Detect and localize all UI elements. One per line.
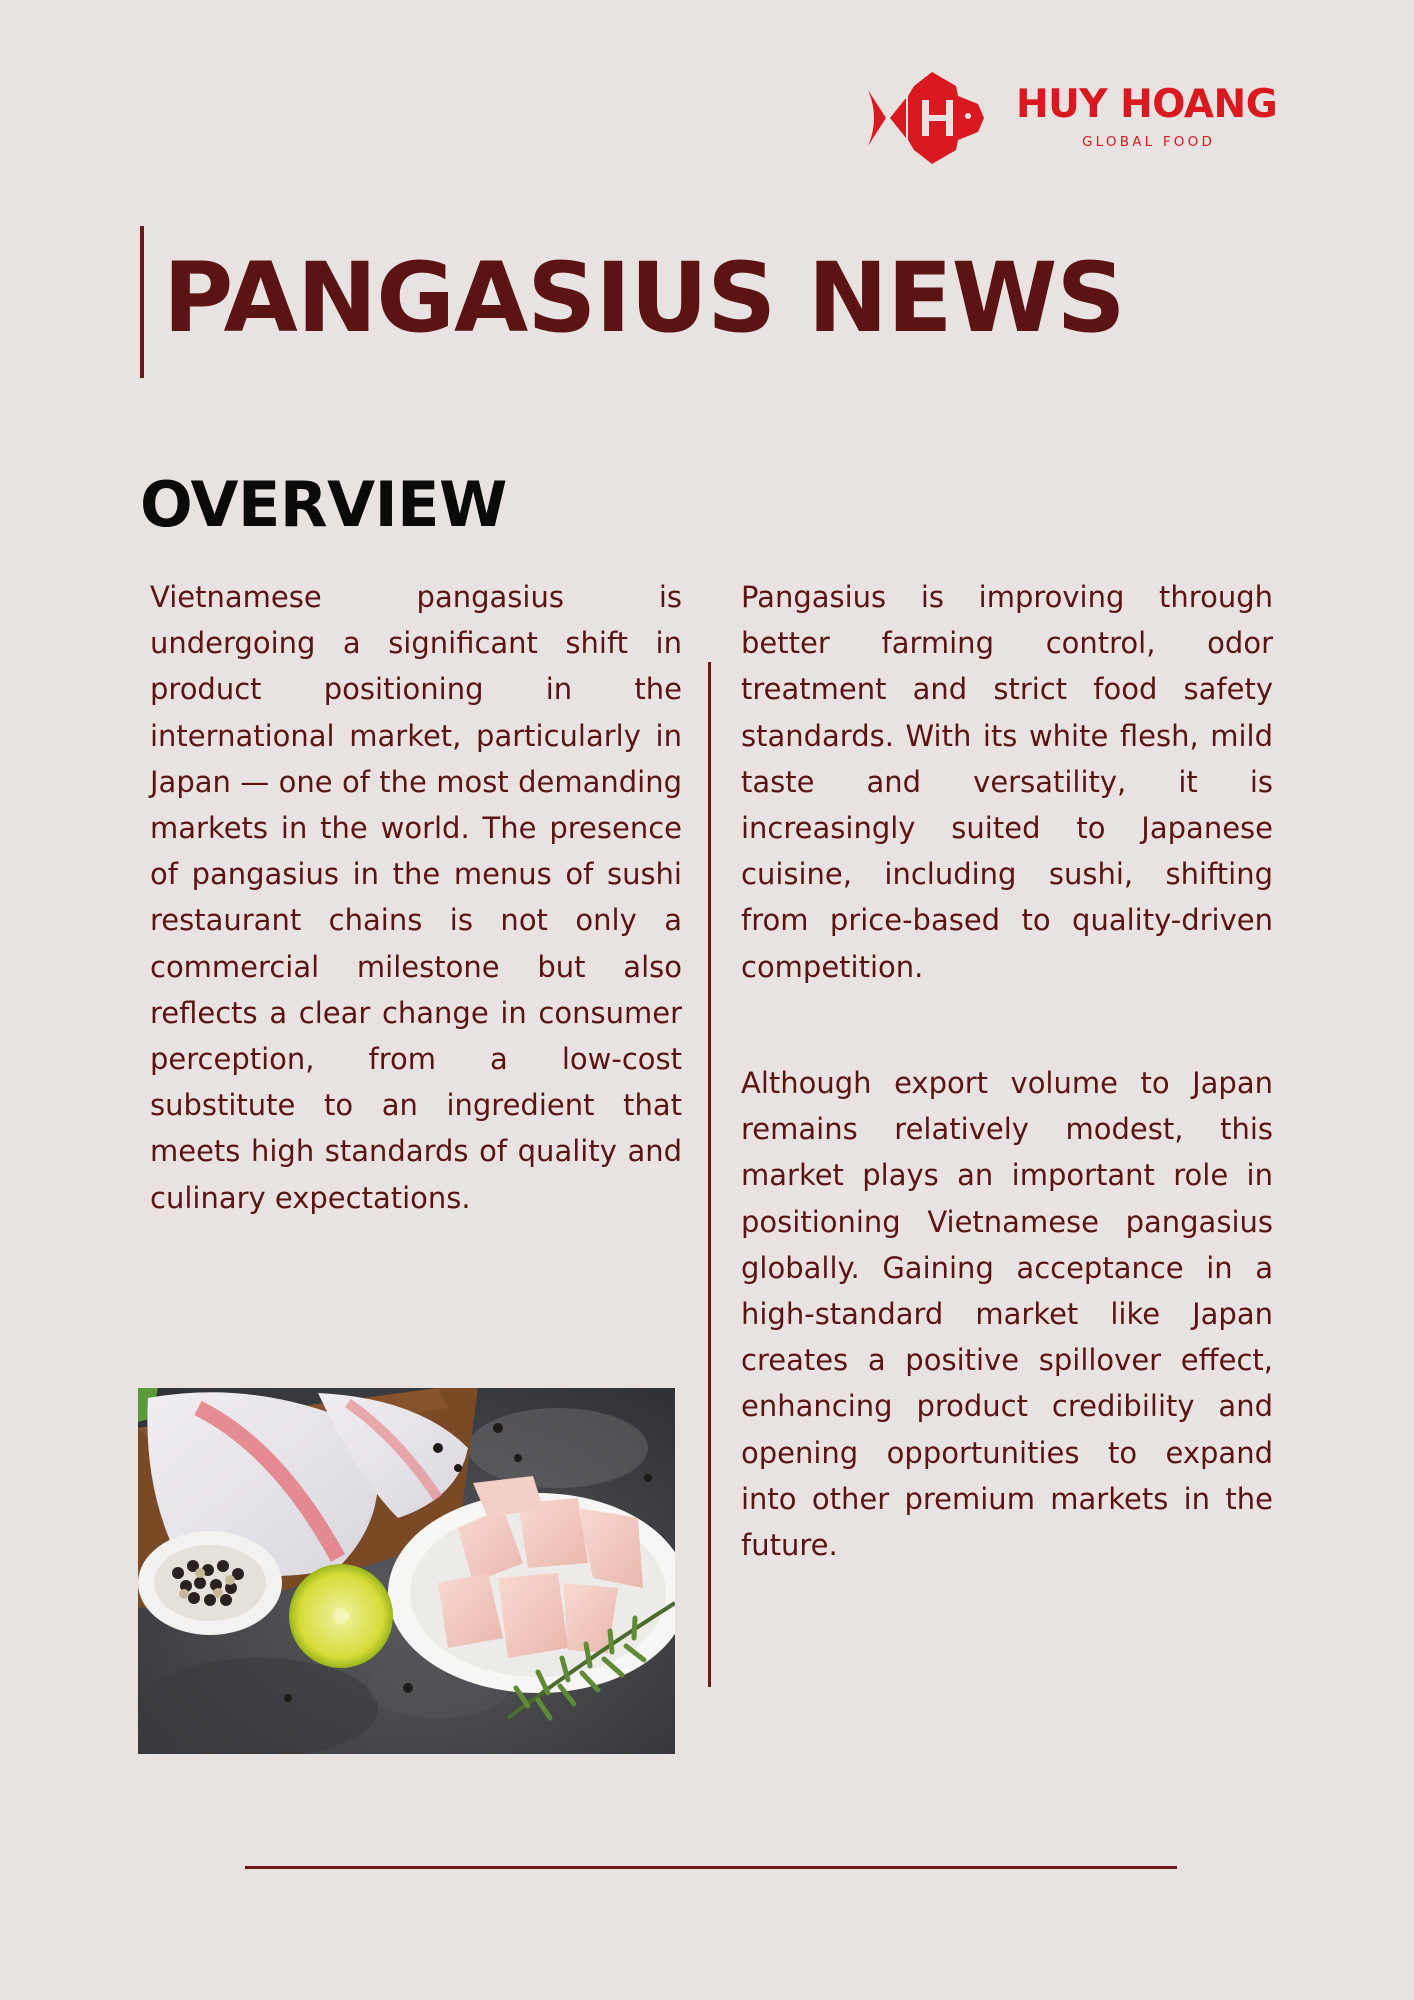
brand-tagline: GLOBAL FOOD: [1082, 134, 1216, 150]
footer-divider: [245, 1866, 1177, 1869]
right-column-paragraph-1: Pangasius is improving through better farming control, odor treatment and strict food safety standards. With its white flesh, mild taste and versatility, it is increasingly suited to Japanese cuisine, including sushi, shifting from price-based to quality-driven competition.: [741, 580, 1273, 984]
right-column-paragraph-2: Although export volume to Japan remains relatively modest, this market plays an important role in positioning Vietnamese pangasius globally. Gaining acceptance in a high-standard market like Japan creates a positive spillover effect, enhancing product credibility and opening opportunities to expand into other premium markets in the future.: [741, 1066, 1273, 1563]
title-accent-bar: [140, 226, 144, 378]
pangasius-fillet-photo: [138, 1388, 675, 1754]
column-divider: [708, 662, 711, 1687]
left-column-paragraph: Vietnamese pangasius is undergoing a significant shift in product positioning in the international market, particularly in Japan — one of the most demanding markets in the world. The presence of pangasius in the menus of sushi restaurant chains is not only a commercial milestone but also reflects a clear change in consumer perception, from a low-cost substitute to an ingredient that meets high standards of quality and culinary expectations.: [150, 580, 682, 1215]
page-title: PANGASIUS NEWS: [163, 242, 1125, 354]
section-heading: OVERVIEW: [140, 468, 507, 541]
fish-logo-icon: [866, 70, 986, 166]
brand-name: HUY HOANG: [1016, 82, 1278, 127]
brand-logo: [866, 70, 1286, 166]
